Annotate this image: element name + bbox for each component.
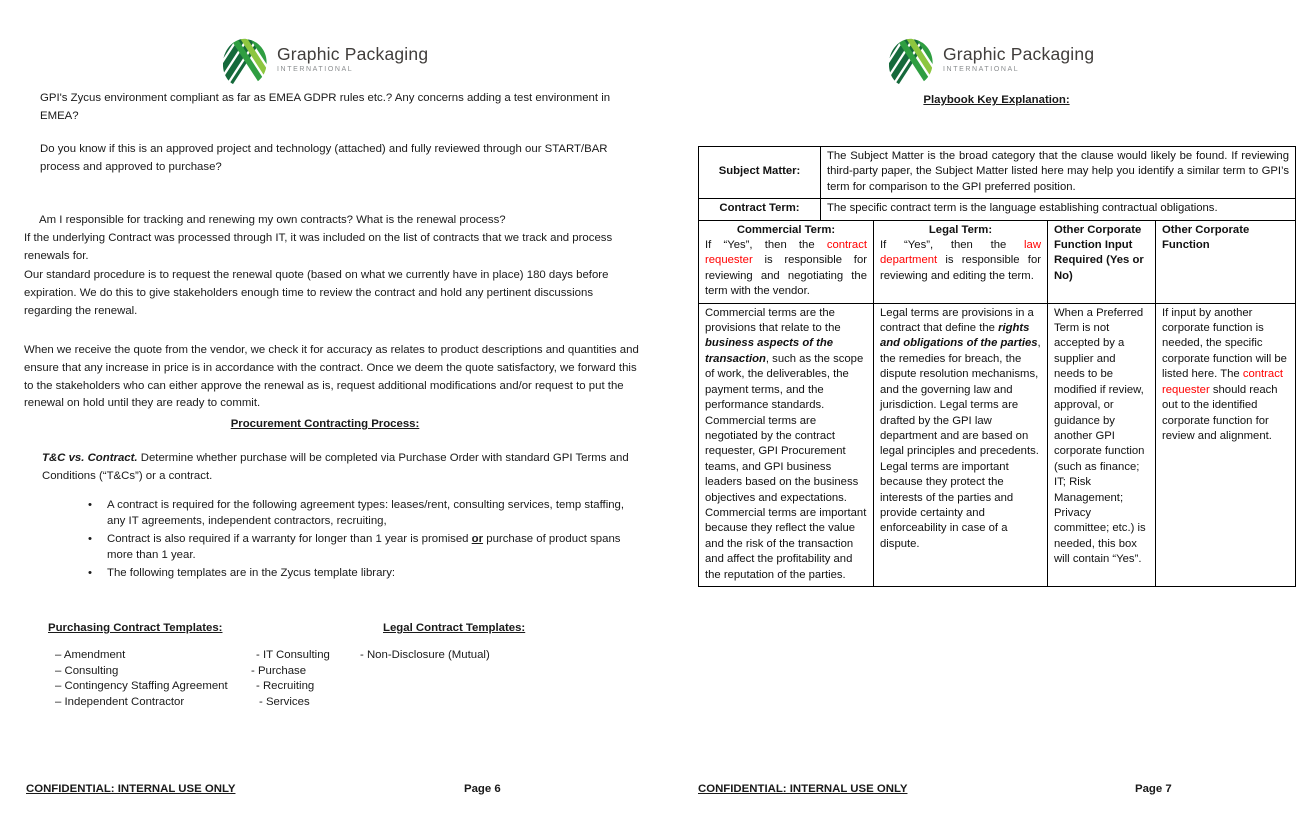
bullet-icon: • bbox=[88, 566, 92, 579]
legal-templates-list bbox=[360, 648, 490, 664]
cell-text: Legal terms are provisions in a contract that define the bbox=[880, 306, 1034, 335]
confidential-footer: CONFIDENTIAL: INTERNAL USE ONLY bbox=[698, 783, 908, 795]
template-item: – Consulting bbox=[55, 664, 119, 677]
rights-obligations-emphasis: rights and obligations of the parties bbox=[880, 322, 1038, 350]
cell-text: Commercial terms are the provisions that relate to the bbox=[705, 306, 841, 335]
bullet2-post: purchase of product spans more than 1 year. bbox=[107, 532, 621, 562]
cell-text: , the remedies for breach, the dispute resolution mechanisms, and the governing law and jurisdiction. Legal terms are drafted by the GPI law department and are based on legal principles and precedents. Legal terms are important because they protect the interests of the parties and provide certainty and enforceability in case of a dispute. bbox=[880, 337, 1041, 550]
subject-matter-desc: The Subject Matter is the broad category that the clause would likely be found. If reviewing third-party paper, the Subject Matter listed here may help you identify a similar term to GPI’s term for comparison to the GPI preferred position. bbox=[821, 147, 1296, 199]
table-header-row bbox=[699, 220, 1296, 303]
law-department-red-text: law department bbox=[880, 239, 1041, 267]
paragraph-standard-procedure: Our standard procedure is to request the renewal quote (based on what we currently have in place) 180 days before expiration. We do this to give stakeholders enough time to review the contract and hold any pertinent discussions regarding the renewal. bbox=[24, 269, 609, 317]
brand-wordmark bbox=[277, 44, 428, 73]
purchasing-templates-col2 bbox=[251, 648, 330, 710]
other-input-header: Other Corporate Function Input Required (Yes or No) bbox=[1048, 220, 1156, 303]
header-text: is responsible for reviewing and negotiating the term with the vendor. bbox=[705, 254, 867, 298]
table-row bbox=[699, 147, 1296, 199]
legal-term-header bbox=[874, 220, 1048, 303]
tc-rest: Determine whether purchase will be completed via Purchase Order with standard GPI Terms and Conditions (“T&Cs”) or a contract. bbox=[42, 452, 629, 482]
template-item: - Non-Disclosure (Mutual) bbox=[360, 649, 490, 661]
legal-templates-heading: Legal Contract Templates: bbox=[383, 622, 526, 634]
header-text: If “Yes”, then the bbox=[705, 239, 827, 252]
list-item bbox=[88, 497, 633, 530]
purchasing-templates-heading: Purchasing Contract Templates: bbox=[48, 622, 223, 634]
leaf-icon bbox=[888, 38, 934, 88]
purchasing-templates-heading-wrap bbox=[48, 622, 222, 634]
playbook-key-heading: Playbook Key Explanation: bbox=[923, 94, 1070, 106]
leaf-icon bbox=[222, 38, 268, 88]
contract-term-label: Contract Term: bbox=[699, 199, 821, 220]
brand-logo bbox=[222, 38, 428, 88]
list-item bbox=[88, 531, 633, 564]
page-number: Page 6 bbox=[464, 783, 501, 795]
section-heading-container bbox=[25, 416, 625, 434]
paragraph-renewal-answer: If the underlying Contract was processed through IT, it was included on the list of contracts that we track and process renewals for. bbox=[24, 232, 613, 262]
contract-bullet-list bbox=[88, 497, 633, 582]
contract-requester-red-text: contract requester bbox=[1162, 368, 1283, 396]
contract-requester-red-text: contract requester bbox=[705, 239, 867, 267]
paragraph-approved-project: Do you know if this is an approved project and technology (attached) and fully reviewed through our START/BAR process and approved to purchase? bbox=[40, 143, 608, 173]
page-7 bbox=[656, 0, 1311, 828]
commercial-term-title: Commercial Term: bbox=[736, 223, 836, 236]
table-row bbox=[699, 199, 1296, 220]
bullet-text bbox=[107, 531, 633, 564]
legal-term-cell bbox=[874, 303, 1048, 586]
bullet2-or: or bbox=[471, 532, 484, 545]
term-explanation-table bbox=[698, 220, 1296, 587]
bullet-icon: • bbox=[88, 499, 92, 511]
playbook-tables bbox=[698, 146, 1295, 587]
bullet-text: The following templates are in the Zycus template library: bbox=[107, 566, 396, 579]
other-function-cell bbox=[1156, 303, 1296, 586]
bullet-icon: • bbox=[88, 532, 92, 545]
paragraph-renewal-question: Am I responsible for tracking and renewing my own contracts? What is the renewal process? bbox=[39, 214, 506, 226]
template-item: - Services bbox=[259, 695, 310, 708]
business-aspects-emphasis: business aspects of the transaction bbox=[705, 337, 834, 365]
template-item: - Recruiting bbox=[256, 680, 315, 693]
procurement-process-heading: Procurement Contracting Process: bbox=[230, 418, 420, 430]
brand-wordmark bbox=[943, 44, 1094, 73]
other-function-header: Other Corporate Function bbox=[1156, 220, 1296, 303]
cell-text: , such as the scope of work, the deliverables, the payment terms, and the performance standards. Commercial terms are negotiated by the contract requester, GPI Procurement teams, and GPI business leaders based on the business objectives and expectations. Commercial terms are important because they reflect the value and the risk of the transaction and affect the profitability and the reputation of the parties. bbox=[705, 352, 867, 581]
brand-subtitle: INTERNATIONAL bbox=[277, 66, 354, 73]
paragraph-zycus-gdpr: GPI's Zycus environment compliant as far as EMEA GDPR rules etc.? Any concerns adding a test environment in EMEA? bbox=[40, 92, 611, 122]
confidential-footer: CONFIDENTIAL: INTERNAL USE ONLY bbox=[26, 783, 236, 795]
template-item: – Amendment bbox=[55, 649, 126, 661]
tc-vs-contract-paragraph bbox=[42, 450, 642, 486]
tc-lead: T&C vs. Contract. bbox=[42, 452, 138, 464]
template-item: – Contingency Staffing Agreement bbox=[55, 680, 228, 693]
purchasing-templates-col1 bbox=[55, 648, 228, 710]
brand-logo bbox=[888, 38, 1094, 88]
page-number: Page 7 bbox=[1135, 783, 1172, 795]
paragraph-quote-review: When we receive the quote from the vendor, we check it for accuracy as relates to product descriptions and quantities and ensure that any increase in price is in accordance with the contract. Once we deem the quote satisfactory, we forward this to the stakeholders who can either approve the renewal as is, request additional modifications and/or request to put the renewal on hold until they are ready to commit. bbox=[24, 344, 639, 410]
key-definition-table bbox=[698, 146, 1296, 221]
commercial-term-cell bbox=[699, 303, 874, 586]
template-item: - Purchase bbox=[251, 664, 307, 677]
legal-term-headertext bbox=[880, 238, 1041, 284]
bullet2-pre: Contract is also required if a warranty for longer than 1 year is promised bbox=[107, 532, 472, 545]
other-input-cell: When a Preferred Term is not accepted by a supplier and needs to be modified if review, approval, or guidance by another GPI corporate function (such as finance; IT; Risk Management; Privacy committee; etc.) is needed, this box will contain “Yes”. bbox=[1048, 303, 1156, 586]
legal-templates-heading-wrap bbox=[383, 622, 525, 634]
list-item bbox=[88, 565, 633, 581]
subject-matter-label: Subject Matter: bbox=[699, 147, 821, 199]
contract-term-desc: The specific contract term is the language establishing contractual obligations. bbox=[821, 199, 1296, 220]
template-item: - IT Consulting bbox=[256, 649, 330, 661]
brand-name: Graphic Packaging bbox=[943, 44, 1095, 64]
bullet-text: A contract is required for the following agreement types: leases/rent, consulting services, temp staffing, any IT agreements, independent contractors, recruiting, bbox=[107, 499, 625, 528]
table-body-row bbox=[699, 303, 1296, 586]
brand-name: Graphic Packaging bbox=[277, 44, 429, 64]
brand-subtitle: INTERNATIONAL bbox=[943, 66, 1020, 73]
header-text: is responsible for reviewing and editing the term. bbox=[880, 254, 1041, 282]
template-item: – Independent Contractor bbox=[55, 695, 185, 708]
header-text: If “Yes”, then the bbox=[880, 239, 1025, 252]
commercial-term-header bbox=[699, 220, 874, 303]
cell-text: If input by another corporate function is needed, the specific corporate function will be listed here. The bbox=[1162, 306, 1287, 381]
commercial-term-headertext bbox=[705, 238, 867, 300]
cell-text: should reach out to the identified corporate function for review and alignment. bbox=[1162, 383, 1278, 442]
legal-term-title: Legal Term: bbox=[928, 223, 993, 236]
playbook-heading-container bbox=[698, 92, 1295, 110]
